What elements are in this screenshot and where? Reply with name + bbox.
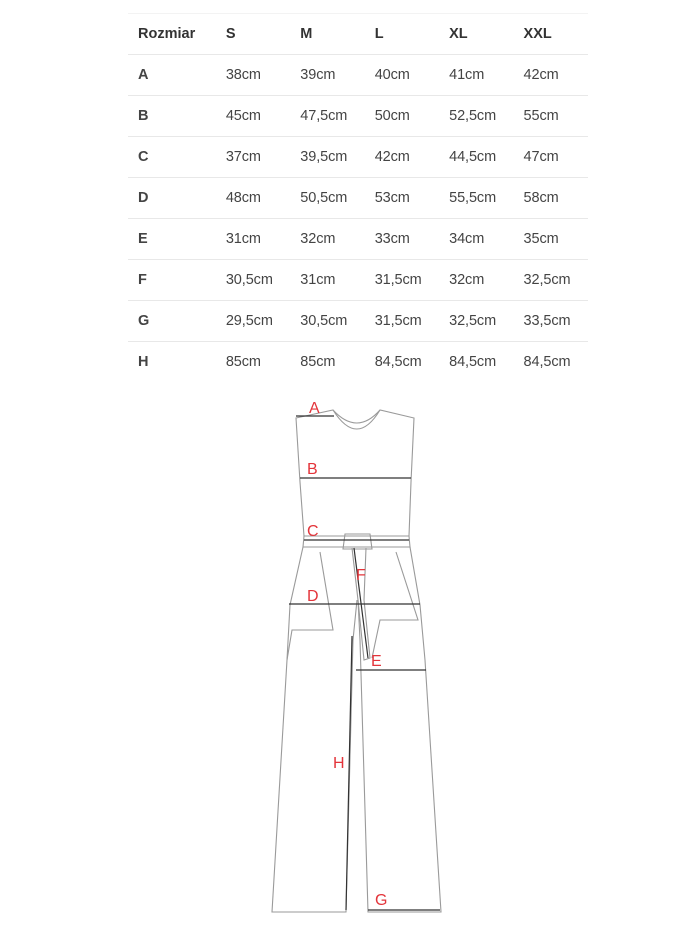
table-cell: 50,5cm xyxy=(290,178,364,219)
jumpsuit-measurement-diagram xyxy=(0,380,700,933)
table-cell: 85cm xyxy=(290,342,364,383)
header-rozmiar: Rozmiar xyxy=(128,14,216,55)
table-cell: 84,5cm xyxy=(514,342,588,383)
table-row xyxy=(128,342,588,383)
table-cell: 42cm xyxy=(514,55,588,96)
row-label: F xyxy=(128,260,216,301)
row-label: C xyxy=(128,137,216,178)
table-cell: 32cm xyxy=(439,260,513,301)
row-label: A xyxy=(128,55,216,96)
table-cell: 48cm xyxy=(216,178,290,219)
table-cell: 39,5cm xyxy=(290,137,364,178)
measure-h xyxy=(346,636,352,910)
belt-tie xyxy=(343,534,372,660)
right-pocket xyxy=(372,552,418,658)
table-row xyxy=(128,260,588,301)
header-size-m: M xyxy=(290,14,364,55)
table-cell: 31cm xyxy=(290,260,364,301)
table-cell: 55,5cm xyxy=(439,178,513,219)
row-label: D xyxy=(128,178,216,219)
table-cell: 38cm xyxy=(216,55,290,96)
label-g: G xyxy=(375,892,388,909)
table-cell: 31,5cm xyxy=(365,260,439,301)
table-cell: 33cm xyxy=(365,219,439,260)
header-size-l: L xyxy=(365,14,439,55)
table-cell: 40cm xyxy=(365,55,439,96)
header-size-xxl: XXL xyxy=(514,14,588,55)
neckline xyxy=(333,410,380,423)
table-cell: 55cm xyxy=(514,96,588,137)
table-row xyxy=(128,219,588,260)
table-cell: 84,5cm xyxy=(365,342,439,383)
table-cell: 58cm xyxy=(514,178,588,219)
table-cell: 32,5cm xyxy=(514,260,588,301)
label-b: B xyxy=(307,461,318,478)
header-size-xl: XL xyxy=(439,14,513,55)
row-label: B xyxy=(128,96,216,137)
table-cell: 34cm xyxy=(439,219,513,260)
table-row xyxy=(128,178,588,219)
label-h: H xyxy=(333,755,345,772)
waistband xyxy=(303,536,410,547)
table-cell: 29,5cm xyxy=(216,301,290,342)
table-row xyxy=(128,55,588,96)
table-cell: 32,5cm xyxy=(439,301,513,342)
table-cell: 47,5cm xyxy=(290,96,364,137)
table-cell: 41cm xyxy=(439,55,513,96)
table-cell: 33,5cm xyxy=(514,301,588,342)
left-pocket xyxy=(287,552,333,660)
label-e: E xyxy=(371,653,382,670)
table-cell: 37cm xyxy=(216,137,290,178)
table-cell: 52,5cm xyxy=(439,96,513,137)
table-cell: 32cm xyxy=(290,219,364,260)
label-f: F xyxy=(356,567,366,584)
label-c: C xyxy=(307,523,319,540)
table-cell: 53cm xyxy=(365,178,439,219)
label-a: A xyxy=(309,400,320,417)
table-cell: 84,5cm xyxy=(439,342,513,383)
garment-outline xyxy=(272,410,441,912)
table-row xyxy=(128,301,588,342)
size-table xyxy=(128,13,588,382)
header-size-s: S xyxy=(216,14,290,55)
table-cell: 44,5cm xyxy=(439,137,513,178)
row-label: H xyxy=(128,342,216,383)
table-cell: 45cm xyxy=(216,96,290,137)
table-cell: 47cm xyxy=(514,137,588,178)
table-cell: 31,5cm xyxy=(365,301,439,342)
table-row xyxy=(128,137,588,178)
table-row xyxy=(128,96,588,137)
table-cell: 31cm xyxy=(216,219,290,260)
row-label: G xyxy=(128,301,216,342)
row-label: E xyxy=(128,219,216,260)
right-leg-outline xyxy=(358,547,441,912)
table-cell: 42cm xyxy=(365,137,439,178)
size-table-header-row xyxy=(128,14,588,55)
table-cell: 30,5cm xyxy=(290,301,364,342)
table-cell: 39cm xyxy=(290,55,364,96)
label-d: D xyxy=(307,588,319,605)
table-cell: 85cm xyxy=(216,342,290,383)
table-cell: 50cm xyxy=(365,96,439,137)
table-cell: 35cm xyxy=(514,219,588,260)
measurement-lines xyxy=(289,416,440,910)
table-cell: 30,5cm xyxy=(216,260,290,301)
